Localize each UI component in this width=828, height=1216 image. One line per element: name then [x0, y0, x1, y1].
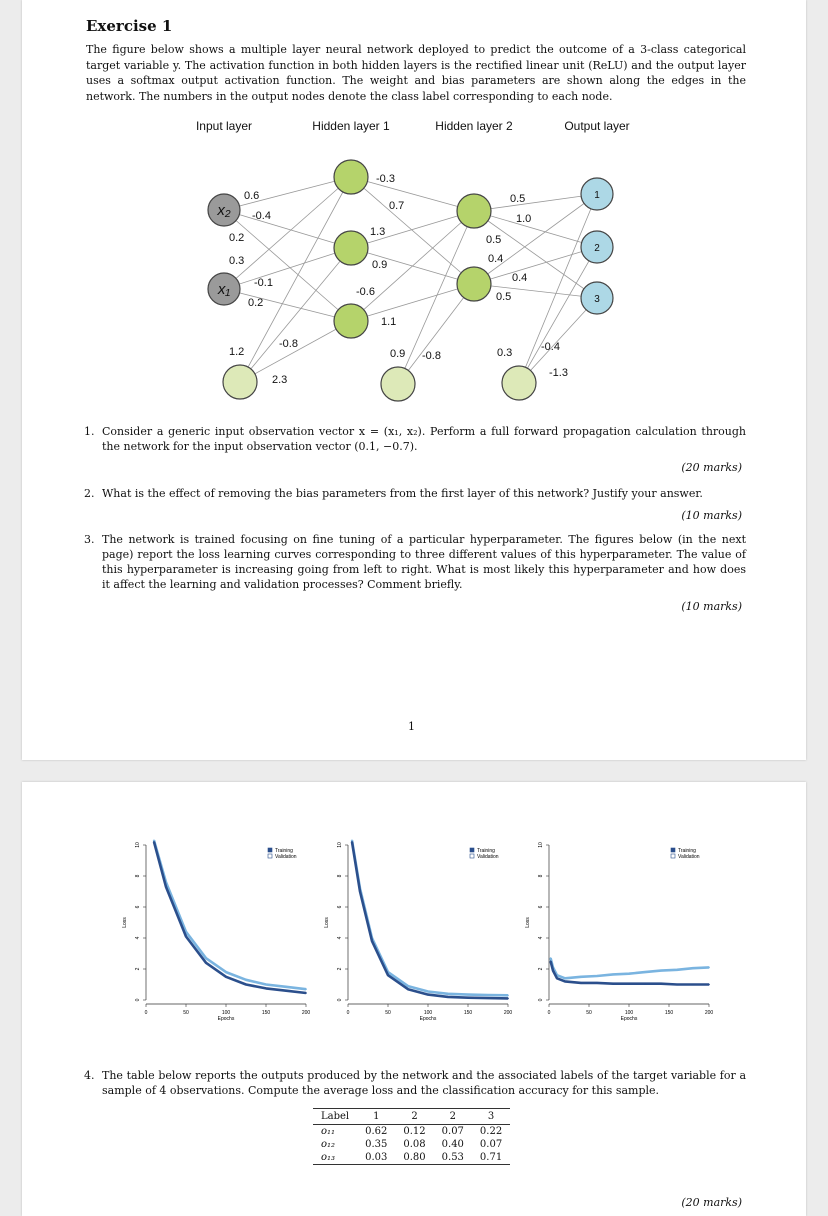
x-tick-label: 100: [624, 1010, 634, 1016]
y-tick-label: 6: [135, 905, 141, 909]
data-point: [708, 967, 710, 969]
table-header: 2: [434, 1109, 472, 1125]
data-point: [285, 990, 287, 992]
question-2-number: 2.: [84, 487, 95, 500]
page-1: [22, 0, 806, 760]
y-tick-label: 4: [135, 936, 141, 940]
weight-label: -0.3: [376, 173, 395, 185]
weight-label: 1.0: [516, 213, 532, 225]
data-point: [644, 983, 646, 985]
table-cell: 0.22: [479, 1126, 503, 1137]
question-3-text: The network is trained focusing on fine tuning of a particular hyperparameter. The figures below (in the next page) report the loss learning curves corresponding to three different values of this hyperparameter. The value of this hyperparameter is increasing going from left to right. What is most likely this hyperparameter and how does it affect the learning and validation processes? Comment briefly.: [102, 533, 746, 591]
data-point: [153, 839, 155, 841]
data-point: [552, 970, 554, 972]
layer-label-hidden2: Hidden layer 2: [435, 119, 513, 133]
weight-label: 0.9: [390, 348, 406, 360]
weight-label: 0.2: [248, 297, 264, 309]
weight-label: 0.2: [229, 232, 245, 244]
legend-swatch: [268, 854, 272, 858]
page-number: 1: [408, 720, 415, 733]
data-point: [596, 982, 598, 984]
x-axis-label: Epochs: [217, 1016, 235, 1022]
data-point: [660, 970, 662, 972]
data-point: [371, 940, 373, 942]
table-header: 3: [472, 1109, 510, 1125]
bias-node-2: [381, 367, 415, 401]
weight-label: 0.5: [510, 193, 526, 205]
table-cell: 0.07: [479, 1139, 503, 1150]
x-tick-label: 50: [183, 1010, 189, 1016]
question-1-text: Consider a generic input observation vector x = (x₁, x₂). Perform a full forward propagation calculation through the network for the input observation vector (0.1, −0.7).: [102, 425, 746, 453]
y-axis-label: Loss: [122, 917, 128, 928]
y-tick-label: 6: [337, 905, 343, 909]
data-point: [351, 841, 353, 843]
output-table: [313, 1108, 510, 1165]
data-point: [660, 983, 662, 985]
table-cell: 0.03: [357, 1151, 395, 1165]
data-point: [265, 984, 267, 986]
data-point: [245, 984, 247, 986]
weight-label: 2.3: [272, 374, 288, 386]
question-3: [84, 532, 746, 592]
data-point: [692, 967, 694, 969]
weight-label: 0.6: [244, 190, 260, 202]
question-4-marks: (20 marks): [681, 1196, 742, 1209]
legend-label: Training: [275, 848, 293, 854]
y-tick-label: 4: [337, 936, 343, 940]
data-point: [487, 994, 489, 996]
question-2-marks: (10 marks): [681, 509, 742, 522]
hidden1-node: [334, 231, 368, 265]
row-label: o₁₃: [313, 1151, 357, 1165]
table-row: [313, 1125, 510, 1139]
weight-labels: [229, 173, 568, 386]
weight-label: 0.4: [488, 253, 504, 265]
layer-label-output: Output layer: [564, 119, 630, 133]
x-tick-label: 150: [261, 1010, 271, 1016]
data-point: [612, 983, 614, 985]
layer-label-hidden1: Hidden layer 1: [312, 119, 390, 133]
data-point: [407, 985, 409, 987]
y-tick-label: 0: [337, 998, 343, 1002]
data-point: [556, 977, 558, 979]
question-1: [84, 424, 746, 454]
data-point: [245, 979, 247, 981]
legend-label: Validation: [477, 854, 499, 860]
data-point: [596, 975, 598, 977]
y-tick-label: 6: [538, 905, 544, 909]
y-axis-label: Loss: [525, 917, 531, 928]
question-4-number: 4.: [84, 1069, 95, 1082]
table-row: [313, 1138, 510, 1151]
table-header: 2: [395, 1109, 433, 1125]
layer-label-input: Input layer: [195, 119, 253, 133]
weight-label: -0.4: [252, 210, 271, 222]
data-point: [612, 974, 614, 976]
legend-label: Training: [477, 848, 495, 854]
layer-labels: [196, 119, 630, 133]
weight-label: 0.3: [229, 255, 245, 267]
legend-label: Validation: [275, 854, 297, 860]
table-header-row: [313, 1109, 510, 1125]
data-point: [676, 969, 678, 971]
data-point: [507, 998, 509, 1000]
y-tick-label: 4: [538, 936, 544, 940]
data-point: [628, 983, 630, 985]
weight-label: 0.5: [496, 291, 512, 303]
legend-label: Training: [678, 848, 696, 854]
x-tick-label: 50: [586, 1010, 592, 1016]
hidden1-node: [334, 160, 368, 194]
x-tick-label: 200: [503, 1010, 513, 1016]
output-label-1: 1: [594, 190, 600, 201]
weight-label: -0.8: [422, 350, 441, 362]
x-tick-label: 150: [664, 1010, 674, 1016]
data-point: [407, 988, 409, 990]
data-point: [580, 976, 582, 978]
row-label: o₁₂: [321, 1139, 336, 1150]
data-point: [580, 982, 582, 984]
data-point: [185, 936, 187, 938]
table-cell: 0.62: [365, 1126, 388, 1137]
y-tick-label: 10: [135, 842, 141, 848]
data-point: [507, 994, 509, 996]
bias-node-1: [223, 365, 257, 399]
y-axis-label: Loss: [324, 917, 330, 928]
x-tick-label: 150: [463, 1010, 473, 1016]
loss-curves-figure: [22, 837, 806, 1027]
y-tick-label: 8: [538, 874, 544, 878]
x-tick-label: 100: [423, 1010, 433, 1016]
y-tick-label: 10: [538, 842, 544, 848]
legend-swatch: [671, 848, 675, 852]
y-tick-label: 0: [135, 998, 141, 1002]
data-point: [205, 962, 207, 964]
data-point: [447, 996, 449, 998]
x-axis-label: Epochs: [419, 1016, 437, 1022]
data-point: [708, 984, 710, 986]
weight-label: 1.2: [229, 346, 245, 358]
y-tick-label: 2: [135, 967, 141, 971]
data-point: [487, 997, 489, 999]
hidden2-node: [457, 194, 491, 228]
bias-node-3: [502, 366, 536, 400]
weight-label: 0.9: [372, 259, 388, 271]
output-label-2: 2: [594, 243, 600, 254]
data-point: [225, 971, 227, 973]
series-line-validation: [352, 840, 508, 995]
page-2: [22, 782, 806, 1216]
data-point: [427, 991, 429, 993]
data-point: [351, 839, 353, 841]
data-point: [359, 891, 361, 893]
input-label-x1: x₁: [217, 281, 231, 298]
table-cell: 0.08: [403, 1139, 426, 1150]
y-tick-label: 10: [337, 842, 343, 848]
table-cell: 0.53: [434, 1151, 472, 1165]
question-1-marks: (20 marks): [681, 461, 742, 474]
data-point: [644, 971, 646, 973]
series-line-training: [352, 842, 508, 999]
series-line-validation: [551, 958, 709, 978]
loss-chart-2: [324, 839, 512, 1022]
data-point: [550, 957, 552, 959]
exercise-title: Exercise 1: [86, 17, 173, 35]
weight-label: 0.7: [389, 200, 405, 212]
data-point: [153, 841, 155, 843]
y-tick-label: 0: [538, 998, 544, 1002]
question-4-text: The table below reports the outputs produced by the network and the associated labels of the target variable for a sample of 4 observations. Compute the average loss and the classification accuracy for this sample.: [102, 1069, 746, 1097]
table-cell: 0.07: [441, 1126, 464, 1137]
data-point: [225, 976, 227, 978]
question-2-text: What is the effect of removing the bias parameters from the first layer of this network? Justify your answer.: [102, 487, 703, 500]
legend-swatch: [268, 848, 272, 852]
loss-chart-3: [525, 842, 713, 1022]
y-tick-label: 2: [337, 967, 343, 971]
data-point: [285, 986, 287, 988]
weight-label: 0.4: [512, 272, 528, 284]
question-1-number: 1.: [84, 425, 95, 438]
legend-label: Validation: [678, 854, 700, 860]
table-cell: 0.80: [395, 1151, 433, 1165]
question-3-marks: (10 marks): [681, 600, 742, 613]
series-line-training: [154, 842, 306, 993]
y-tick-label: 8: [135, 874, 141, 878]
neural-network-diagram: [22, 110, 806, 410]
weight-label: -0.1: [254, 277, 273, 289]
row-label: o₁₁: [321, 1126, 336, 1137]
hidden2-node: [457, 267, 491, 301]
legend-swatch: [470, 854, 474, 858]
weight-label: 0.5: [486, 234, 502, 246]
x-tick-label: 0: [547, 1010, 551, 1016]
weight-label: 1.1: [381, 316, 397, 328]
input-label-x2: x₂: [217, 202, 231, 219]
table-cell: 0.40: [441, 1139, 464, 1150]
weight-label: -0.6: [356, 286, 375, 298]
data-point: [165, 886, 167, 888]
table-cell: 0.71: [472, 1151, 510, 1165]
x-tick-label: 0: [346, 1010, 350, 1016]
x-tick-label: 200: [704, 1010, 714, 1016]
data-point: [628, 973, 630, 975]
data-point: [447, 993, 449, 995]
table-header: Label: [313, 1109, 357, 1125]
legend-swatch: [671, 854, 675, 858]
data-point: [676, 984, 678, 986]
data-point: [387, 974, 389, 976]
intro-paragraph: The figure below shows a multiple layer neural network deployed to predict the outcome of a 3-class categorical target variable y. The activation function in both hidden layers is the rectified linear unit (ReLU) and the output layer uses a softmax output activation function. The weight and bias parameters are shown along the edges in the network. The numbers in the output nodes denote the class label corresponding to each node.: [86, 43, 746, 103]
weight-label: 0.3: [497, 347, 513, 359]
question-4: [84, 1068, 746, 1098]
y-tick-label: 8: [337, 874, 343, 878]
data-point: [692, 984, 694, 986]
data-point: [467, 997, 469, 999]
data-point: [265, 987, 267, 989]
x-tick-label: 50: [385, 1010, 391, 1016]
data-point: [564, 981, 566, 983]
hidden1-node: [334, 304, 368, 338]
data-point: [564, 977, 566, 979]
x-tick-label: 0: [144, 1010, 148, 1016]
weight-label: -0.8: [279, 338, 298, 350]
table-header: 1: [357, 1109, 395, 1125]
x-tick-label: 200: [301, 1010, 311, 1016]
table-row: [313, 1151, 510, 1165]
question-3-number: 3.: [84, 533, 95, 546]
x-tick-label: 100: [221, 1010, 231, 1016]
table-cell: 0.35: [365, 1139, 388, 1150]
loss-chart-1: [122, 839, 310, 1022]
weight-label: -1.3: [549, 367, 568, 379]
data-point: [467, 994, 469, 996]
question-2: [84, 486, 746, 501]
data-point: [427, 994, 429, 996]
legend-swatch: [470, 848, 474, 852]
weight-label: -0.4: [541, 341, 560, 353]
y-tick-label: 2: [538, 967, 544, 971]
data-point: [205, 957, 207, 959]
output-label-3: 3: [594, 294, 600, 305]
table-cell: 0.12: [403, 1126, 426, 1137]
data-point: [305, 992, 307, 994]
weight-label: 1.3: [370, 226, 386, 238]
data-point: [305, 988, 307, 990]
data-point: [550, 960, 552, 962]
x-axis-label: Epochs: [620, 1016, 638, 1022]
